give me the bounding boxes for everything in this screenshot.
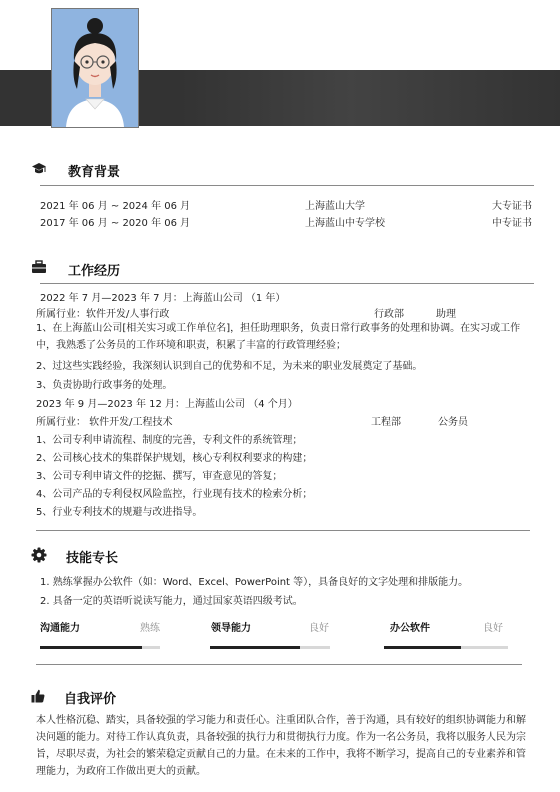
- education-school: 上海蓝山大学: [305, 201, 365, 212]
- skill-rating-level: 熟练: [140, 623, 160, 634]
- skill-rating-level: 良好: [483, 623, 503, 634]
- education-period: 2021 年 06 月 ~ 2024 年 06 月: [40, 201, 191, 212]
- skill-rating-bar: [210, 646, 330, 649]
- work-divider: [40, 283, 534, 284]
- skill-item: 1. 熟练掌握办公软件（如：Word、Excel、PowerPoint 等），具备良好的文字处理和排版能力。: [40, 577, 469, 588]
- skill-rating-label: 领导能力: [211, 623, 251, 634]
- briefcase-icon: [31, 260, 47, 274]
- skill-item: 2. 具备一定的英语听说读写能力，通过国家英语四级考试。: [40, 596, 303, 607]
- job-industry: 所属行业： 软件开发/工程技术: [36, 417, 173, 428]
- skill-rating-bar: [384, 646, 508, 649]
- job-duty: 3、公司专利申请文件的挖掘、撰写，审查意见的答复；: [36, 471, 283, 482]
- skill-rating-fill: [40, 646, 142, 649]
- education-title: 教育背景: [68, 165, 121, 180]
- profile-photo: [51, 8, 139, 128]
- skill-rating-fill: [384, 646, 461, 649]
- education-school: 上海蓝山中专学校: [305, 218, 385, 229]
- job-duty: 2、过这些实践经验，我深刻认识到自己的优势和不足，为未来的职业发展奠定了基础。: [36, 361, 423, 372]
- job-header: 2023 年 9 月—2023 年 12 月：上海蓝山公司 （4 个月）: [36, 399, 298, 410]
- job-duty: 5、行业专利技术的规避与改进指导。: [36, 507, 203, 518]
- job-duty: 1、在上海蓝山公司[相关实习或工作单位名]，担任助理职务，负责日常行政事务的处理和协调。在实习或工作中，我熟悉了公务员的工作环境和职责，积累了丰富的行政管理经验；: [36, 323, 521, 351]
- job-duty: 1、公司专利申请流程、制度的完善，专利文件的系统管理；: [36, 435, 303, 446]
- work-bottom-divider: [36, 530, 530, 531]
- job-duty: 3、负责协助行政事务的处理。: [36, 380, 173, 391]
- education-divider: [40, 185, 534, 186]
- job-department: 工程部: [371, 417, 401, 428]
- skills-title: 技能专长: [66, 551, 119, 566]
- job-role: 助理: [436, 309, 456, 320]
- skill-rating-level: 良好: [309, 623, 329, 634]
- job-duty: 2、公司核心技术的集群保护规划，核心专利权利要求的构建；: [36, 453, 313, 464]
- thumbs-up-icon: [31, 689, 45, 703]
- skill-rating-fill: [210, 646, 300, 649]
- education-degree: 大专证书: [492, 201, 532, 212]
- self-eval-text: 本人性格沉稳、踏实，具备较强的学习能力和责任心。注重团队合作，善于沟通，具有较好的组织协调能力和解决问题的能力。对待工作认真负责，具备较强的执行力和贯彻执行力度。作为一名公务员，我将以服务人民为宗旨，尽职尽责，为社会的繁荣稳定贡献自己的力量。在未来的工作中，我将不断学习，提高自己的专业素养和管理能力，为政府工作做出更大的贡献。: [36, 715, 526, 777]
- header-banner-highlight: [180, 70, 560, 126]
- education-period: 2017 年 06 月 ~ 2020 年 06 月: [40, 218, 191, 229]
- job-header: 2022 年 7 月—2023 年 7 月：上海蓝山公司 （1 年）: [40, 293, 286, 304]
- skill-rating-label: 沟通能力: [40, 623, 80, 634]
- graduation-cap-icon: [31, 162, 47, 176]
- job-duty: 4、公司产品的专利侵权风险监控，行业现有技术的检索分析；: [36, 489, 313, 500]
- education-degree: 中专证书: [492, 218, 532, 229]
- gear-icon: [31, 547, 47, 563]
- work-title: 工作经历: [68, 264, 121, 279]
- job-department: 行政部: [374, 309, 404, 320]
- skill-rating-bar: [40, 646, 160, 649]
- self-eval-title: 自我评价: [64, 692, 117, 707]
- job-role: 公务员: [438, 417, 468, 428]
- skills-bottom-divider: [36, 664, 522, 665]
- job-industry: 所属行业：软件开发/人事行政: [36, 309, 170, 320]
- skill-rating-label: 办公软件: [390, 623, 430, 634]
